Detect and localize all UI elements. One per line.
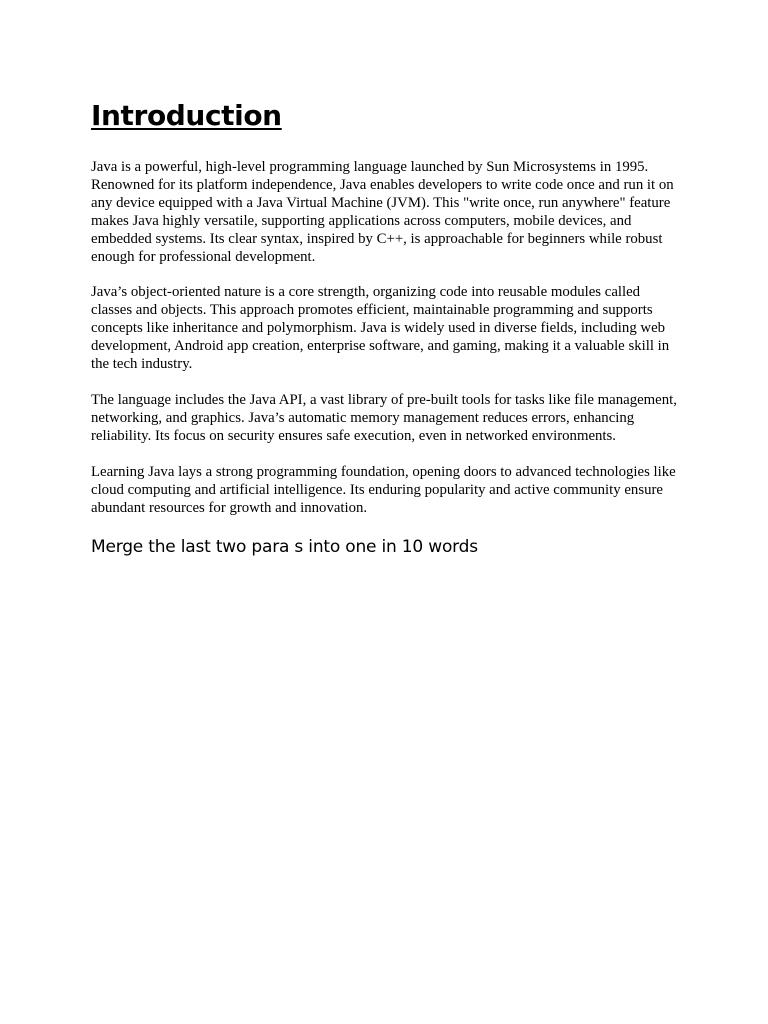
document-body: [91, 96, 683, 558]
instruction-text: Merge the last two para s into one in 10 words: [91, 537, 478, 558]
paragraph-java-overview: Java is a powerful, high-level programming language launched by Sun Microsystems in 1995. Renowned for its platform independence, Java enables developers to write code once and run it on any device equipped with a Java Virtual Machine (JVM). This "write once, run anywhere" feature makes Java highly versatile, supporting applications across computers, mobile devices, and embedded systems. Its clear syntax, inspired by C++, is approachable for beginners while robust enough for professional development.: [91, 159, 674, 265]
page-title: Introduction: [91, 99, 282, 132]
paragraph-object-oriented: Java’s object-oriented nature is a core strength, organizing code into reusable modules called classes and objects. This approach promotes efficient, maintainable programming and supports concepts like inheritance and polymorphism. Java is widely used in diverse fields, including web development, Android app creation, enterprise software, and gaming, making it a valuable skill in the tech industry.: [91, 284, 670, 373]
paragraph-learning-java: Learning Java lays a strong programming foundation, opening doors to advanced technologies like cloud computing and artificial intelligence. Its enduring popularity and active community ensure abundant resources for growth and innovation.: [91, 463, 676, 516]
paragraph-java-api: The language includes the Java API, a vast library of pre-built tools for tasks like file management, networking, and graphics. Java’s automatic memory management reduces errors, enhancing reliability. Its focus on security ensures safe execution, even in networked environments.: [91, 391, 677, 444]
